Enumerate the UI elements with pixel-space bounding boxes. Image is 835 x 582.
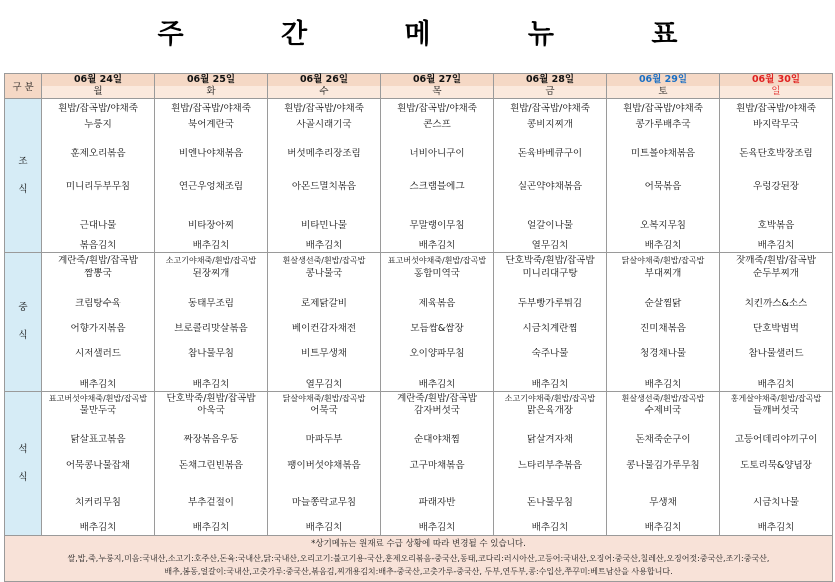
dinner-day-cell [155, 392, 268, 536]
menu-item: 짜장볶음우동 [183, 434, 239, 445]
header-date: 06월 24일 [73, 74, 123, 85]
menu-item: 치커리무침 [75, 497, 121, 508]
menu-item: 고등어데리야끼구이 [734, 434, 818, 445]
menu-item: 흰살생선죽/흰밥/잡곡밥 [282, 256, 366, 265]
menu-item: 배추김치 [79, 522, 117, 533]
menu-item: 열무김치 [305, 379, 343, 390]
menu-item: 표고버섯야채죽/흰밥/잡곡밥 [48, 394, 148, 403]
menu-item: 배추김치 [418, 379, 456, 390]
menu-item: 단호박범벅 [753, 323, 799, 334]
header-row [5, 74, 833, 99]
menu-item: 어묵콩나물잡채 [65, 460, 131, 471]
menu-item: 숙주나물 [531, 348, 569, 359]
meal-label-char: 식 [18, 330, 28, 341]
menu-item: 미니리대구탕 [522, 268, 578, 279]
menu-item: 누룽지 [84, 119, 112, 130]
header-dow: 토 [607, 86, 719, 98]
menu-item: 버섯메추리장조림 [287, 148, 361, 159]
menu-item: 돈나물무침 [527, 497, 573, 508]
menu-item: 어묵볶음 [644, 181, 682, 192]
dinner-day-cell [607, 392, 720, 536]
lunch-day-cell [607, 253, 720, 392]
menu-item: 닭살표고볶음 [70, 434, 126, 445]
menu-item: 표고버섯야채죽/흰밥/잡곡밥 [387, 256, 487, 265]
origin-line-1: 쌀,밥,죽,누룽지,미음:국내산,소고기:호주산,돈육:국내산,닭:국내산,오리고기:불고기용-국산,훈제오리볶음-중국산,동태,코다리:러시아산,고등어:국내산,오징어:중국산,칠레산,오징어젓:중국산,조기:중국산, [67, 554, 770, 563]
breakfast-day-cell [607, 99, 720, 253]
menu-item: 파래자반 [418, 497, 456, 508]
menu-item: 로제닭갈비 [301, 298, 347, 309]
menu-item: 우렁강된장 [753, 181, 799, 192]
menu-item: 시저샐러드 [75, 348, 121, 359]
menu-item: 닭살야채죽/흰밥/잡곡밥 [621, 256, 705, 265]
header-date: 06월 26일 [299, 74, 349, 85]
menu-item: 소고기야채죽/흰밥/잡곡밥 [165, 256, 257, 265]
menu-item: 흰밥/잡곡밥/야채죽 [171, 103, 251, 114]
menu-item: 단호박죽/흰밥/잡곡밥 [505, 255, 595, 266]
menu-item: 사골시래기국 [296, 119, 352, 130]
header-date: 06월 25일 [186, 74, 236, 85]
menu-item: 배추김치 [418, 240, 456, 251]
menu-item: 배추김치 [531, 379, 569, 390]
menu-item: 훈제오리볶음 [70, 148, 126, 159]
menu-item: 돈채그린빈볶음 [178, 460, 244, 471]
menu-item: 미니리두부무침 [65, 181, 131, 192]
menu-item: 북어계란국 [188, 119, 234, 130]
menu-item: 흰밥/잡곡밥/야채죽 [58, 103, 138, 114]
menu-item: 호박볶음 [757, 220, 795, 231]
menu-item: 진미채볶음 [640, 323, 686, 334]
menu-item: 무생채 [649, 497, 677, 508]
menu-item: 배추김치 [757, 240, 795, 251]
dinner-day-cell [720, 392, 833, 536]
menu-item: 콩가루배추국 [635, 119, 691, 130]
header-date: 06월 28일 [525, 74, 575, 85]
menu-item: 단호박죽/흰밥/잡곡밥 [166, 393, 256, 404]
menu-item: 배추김치 [644, 379, 682, 390]
menu-item: 계란죽/흰밥/잡곡밥 [58, 255, 138, 266]
menu-item: 청경채나물 [640, 348, 686, 359]
menu-item: 순대야채찜 [414, 434, 460, 445]
header-dow: 일 [720, 86, 832, 98]
meal-label-char: 조 [18, 155, 28, 167]
menu-item: 실곤약야채볶음 [517, 181, 583, 192]
menu-item: 어향가지볶음 [70, 323, 126, 334]
menu-item: 치킨까스&소스 [744, 298, 808, 309]
menu-item: 브로콜리맛살볶음 [174, 323, 248, 334]
menu-item: 된장찌개 [192, 268, 230, 279]
menu-item: 잣깨죽/흰밥/잡곡밥 [736, 255, 816, 266]
menu-item: 짬뽕국 [84, 268, 112, 279]
menu-item: 소고기야채죽/흰밥/잡곡밥 [504, 394, 596, 403]
menu-item: 배추김치 [79, 379, 117, 390]
menu-item: 오이양파무침 [409, 348, 465, 359]
menu-item: 얼갈이나물 [527, 220, 573, 231]
origin-line-2: 배추,봄동,얼갈이:국내산,고춧가루:중국산,볶음김,찌개용김치:배추-중국산,고춧가루-중국산, 두부,연두부,콩:수입산,쭈꾸미:베트남산을 사용합니다. [164, 567, 673, 576]
menu-item: 마파두부 [305, 434, 343, 445]
menu-item: 느타리부추볶음 [517, 460, 583, 471]
lunch-day-cell [42, 253, 155, 392]
menu-item: 닭살겨자채 [527, 434, 573, 445]
breakfast-day-cell [268, 99, 381, 253]
lunch-row [5, 253, 833, 392]
menu-item: 근대나물 [79, 220, 117, 231]
menu-item: 부추겉절이 [188, 497, 234, 508]
menu-item: 수제비국 [644, 405, 682, 416]
menu-item: 비트무생채 [301, 348, 347, 359]
lunch-day-cell [381, 253, 494, 392]
header-date: 06월 29일 [638, 74, 688, 85]
menu-item: 순두부찌개 [753, 268, 799, 279]
breakfast-day-cell [381, 99, 494, 253]
menu-item: 흰밥/잡곡밥/야채죽 [397, 103, 477, 114]
menu-item: 흰밥/잡곡밥/야채죽 [736, 103, 816, 114]
menu-item: 흰밥/잡곡밥/야채죽 [510, 103, 590, 114]
menu-item: 흰밥/잡곡밥/야채죽 [284, 103, 364, 114]
header-date: 06월 30일 [751, 74, 801, 85]
menu-item: 미트볼야채볶음 [630, 148, 696, 159]
menu-item: 흰살생선죽/흰밥/잡곡밥 [621, 394, 705, 403]
header-day [155, 74, 268, 99]
menu-item: 마늘쫑락교무침 [291, 497, 357, 508]
menu-item: 동태무조림 [188, 298, 234, 309]
menu-item: 참나물샐러드 [748, 348, 804, 359]
menu-item: 배추김치 [305, 522, 343, 533]
lunch-day-cell [268, 253, 381, 392]
header-day [42, 74, 155, 99]
menu-item: 콩비지찌개 [527, 119, 573, 130]
menu-item: 바지락무국 [753, 119, 799, 130]
breakfast-day-cell [720, 99, 833, 253]
menu-item: 모듬쌈&쌈장 [410, 323, 464, 334]
dinner-day-cell [42, 392, 155, 536]
menu-item: 돈육바베큐구이 [517, 148, 583, 159]
menu-item: 들깨버섯국 [753, 405, 799, 416]
menu-item: 배추김치 [644, 240, 682, 251]
menu-item: 감자버섯국 [414, 405, 460, 416]
breakfast-day-cell [42, 99, 155, 253]
menu-item: 너비아니구이 [409, 148, 465, 159]
lunch-day-cell [494, 253, 607, 392]
meal-label-char: 중 [18, 302, 28, 313]
meal-label-breakfast [5, 99, 42, 253]
breakfast-day-cell [494, 99, 607, 253]
menu-item: 부대찌개 [644, 268, 682, 279]
header-day [268, 74, 381, 99]
menu-item: 어묵국 [310, 405, 338, 416]
page-title: 주 간 메 뉴 표 [157, 19, 722, 50]
header-day [607, 74, 720, 99]
menu-item: 비타민나물 [301, 220, 347, 231]
menu-item: 배추김치 [418, 522, 456, 533]
menu-item: 도토리묵&양념장 [740, 460, 812, 471]
menu-item: 참나물무침 [188, 348, 234, 359]
menu-item: 배추김치 [192, 522, 230, 533]
menu-item: 홍합미역국 [414, 268, 460, 279]
menu-item: 팽이버섯야채볶음 [287, 460, 361, 471]
menu-item: 오복지무침 [640, 220, 686, 231]
meal-label-lunch [5, 253, 42, 392]
header-dow: 화 [155, 86, 267, 98]
lunch-day-cell [155, 253, 268, 392]
menu-item: 크림탕수육 [75, 298, 121, 309]
menu-item: 무말랭이무침 [409, 220, 465, 231]
breakfast-day-cell [155, 99, 268, 253]
menu-item: 스크램블에그 [409, 181, 465, 192]
menu-item: 베이컨감자채전 [291, 323, 357, 334]
footer-note: *상기메뉴는 원재료 수급 상황에 따라 변경될 수 있습니다. [311, 539, 526, 549]
header-day [494, 74, 607, 99]
footer-notes [4, 536, 833, 582]
menu-item: 시금치나물 [753, 497, 799, 508]
menu-item: 맑은육개장 [527, 405, 573, 416]
header-dow: 월 [42, 86, 154, 98]
menu-item: 볶음김치 [79, 240, 117, 251]
menu-item: 홍게살야채죽/흰밥/잡곡밥 [730, 394, 822, 403]
menu-item: 아몬드멸치볶음 [291, 181, 357, 192]
menu-item: 배추김치 [192, 379, 230, 390]
meal-label-char: 식 [18, 471, 28, 483]
dinner-row [5, 392, 833, 536]
menu-item: 흰밥/잡곡밥/야채죽 [623, 103, 703, 114]
header-day [381, 74, 494, 99]
menu-item: 콩나물김가루무침 [626, 460, 700, 471]
menu-item: 계란죽/흰밥/잡곡밥 [397, 393, 477, 404]
menu-item: 비엔나야채볶음 [178, 148, 244, 159]
menu-item: 돈육단호박장조림 [739, 148, 813, 159]
meal-label-char: 석 [18, 443, 28, 455]
menu-item: 돈채죽순구이 [635, 434, 691, 445]
menu-item: 콘스프 [423, 119, 451, 130]
menu-item: 배추김치 [757, 379, 795, 390]
header-dow: 목 [381, 86, 493, 98]
breakfast-row [5, 99, 833, 253]
menu-item: 배추김치 [192, 240, 230, 251]
menu-item: 아욱국 [197, 405, 225, 416]
menu-item: 연근우엉채조림 [178, 181, 244, 192]
dinner-day-cell [268, 392, 381, 536]
header-dow: 금 [494, 86, 606, 98]
meal-label-dinner [5, 392, 42, 536]
menu-item: 고구마채볶음 [409, 460, 465, 471]
header-date: 06월 27일 [412, 74, 462, 85]
meal-label-char: 식 [18, 183, 28, 195]
menu-item: 열무김치 [531, 240, 569, 251]
menu-item: 두부빵가루튀김 [517, 298, 583, 309]
dinner-day-cell [494, 392, 607, 536]
menu-item: 콩나물국 [305, 268, 343, 279]
menu-item: 배추김치 [531, 522, 569, 533]
header-day [720, 74, 833, 99]
dinner-day-cell [381, 392, 494, 536]
menu-item: 시금치계란찜 [522, 323, 578, 334]
menu-table [4, 73, 833, 536]
menu-item: 제육볶음 [418, 298, 456, 309]
menu-item: 배추김치 [757, 522, 795, 533]
header-dow: 수 [268, 86, 380, 98]
menu-item: 물만두국 [79, 405, 117, 416]
menu-item: 닭살야채죽/흰밥/잡곡밥 [282, 394, 366, 403]
menu-item: 순살찜닭 [644, 298, 682, 309]
menu-item: 배추김치 [644, 522, 682, 533]
menu-item: 비타장아찌 [188, 220, 234, 231]
header-label: 구 분 [5, 74, 42, 99]
lunch-day-cell [720, 253, 833, 392]
menu-item: 배추김치 [305, 240, 343, 251]
